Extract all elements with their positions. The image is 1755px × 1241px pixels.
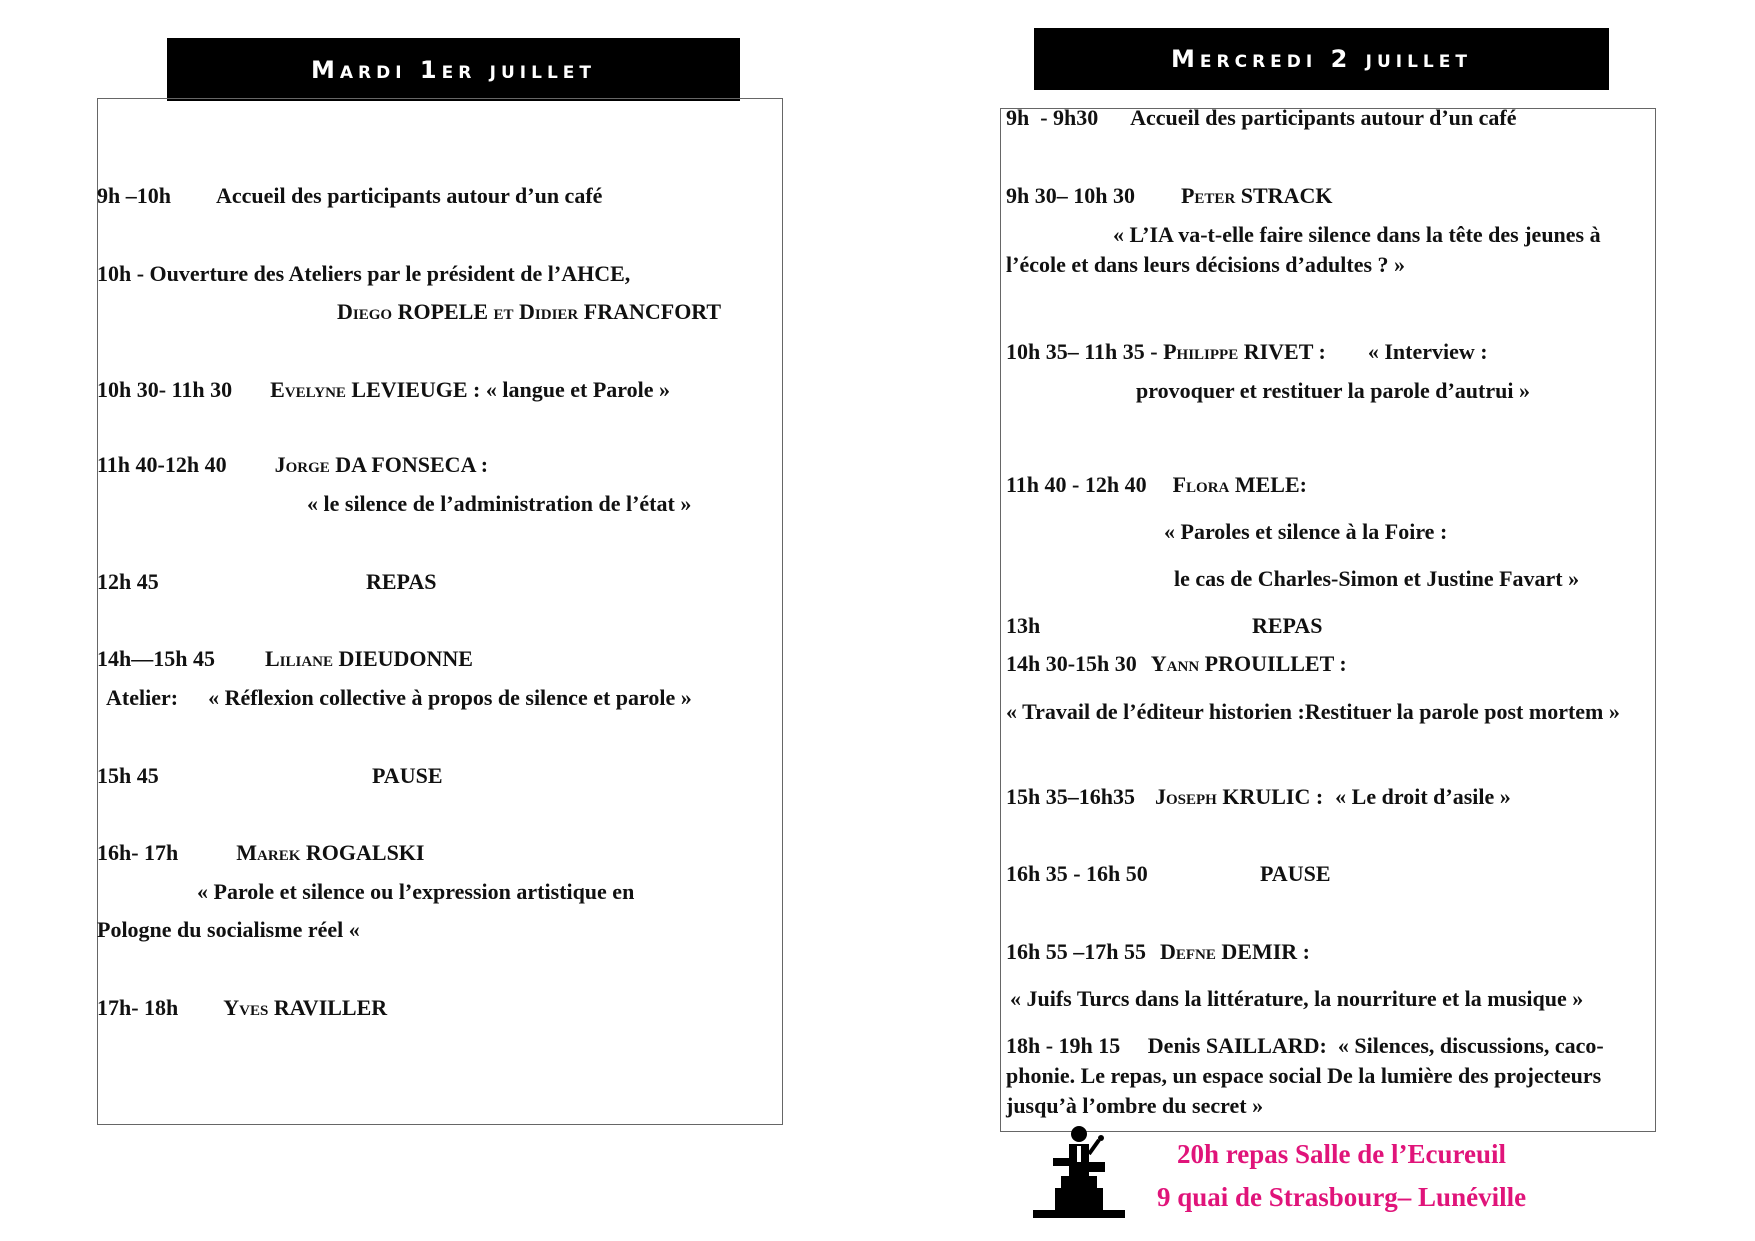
- day2-entry-10-line3: jusqu’à l’ombre du secret »: [1006, 1093, 1264, 1118]
- day1-entry-4: 11h 40-12h 40 Jorge DA FONSECA :: [97, 452, 489, 477]
- day2-entry-2-title1: « L’IA va-t-elle faire silence dans la tête des jeunes à: [1113, 222, 1601, 247]
- day2-entry-2: 9h 30– 10h 30 Peter STRACK: [1006, 183, 1333, 208]
- day1-entry-3: 10h 30- 11h 30 Evelyne LEVIEUGE : « langue et Parole »: [97, 377, 670, 402]
- day2-entry-3: 10h 35– 11h 35 - Philippe RIVET : « Interview :: [1006, 339, 1488, 364]
- day2-entry-4-title1: « Paroles et silence à la Foire :: [1164, 519, 1448, 544]
- day1-entry-6: 14h—15h 45 Liliane DIEUDONNE: [97, 646, 473, 671]
- day1-entry-1: 9h –10h Accueil des participants autour d’un café: [97, 183, 603, 208]
- day2-entry-10-line2: phonie. Le repas, un espace social De la lumière des projecteurs: [1006, 1063, 1602, 1088]
- day2-entry-9-title: « Juifs Turcs dans la littérature, la nourriture et la musique »: [1010, 986, 1584, 1011]
- day2-entry-1: 9h - 9h30 Accueil des participants autour d’un café: [1006, 105, 1517, 130]
- day1-entry-9: 17h- 18h Yves RAVILLER: [97, 995, 388, 1020]
- dinner-line-2: 9 quai de Strasbourg– Lunéville: [1157, 1182, 1527, 1212]
- day1-entry-2: 10h - Ouverture des Ateliers par le président de l’AHCE,: [97, 261, 631, 286]
- day1-program-box: [97, 98, 783, 1125]
- speaker-at-podium-icon: [1033, 1118, 1125, 1218]
- day2-entry-6: 14h 30-15h 30 Yann PROUILLET :: [1006, 651, 1347, 676]
- day1-entry-6-title: Atelier: « Réflexion collective à propos de silence et parole »: [106, 685, 692, 710]
- day2-entry-10-line1: 18h - 19h 15 Denis SAILLARD: « Silences, discussions, caco-: [1006, 1033, 1604, 1058]
- day1-entry-8-title1: « Parole et silence ou l’expression artistique en: [197, 879, 635, 904]
- day2-entry-3-title2: provoquer et restituer la parole d’autrui »: [1136, 378, 1530, 403]
- day1-entry-5: 12h 45: [97, 569, 159, 594]
- day2-entry-5: 13h: [1006, 613, 1041, 638]
- day1-entry-8-title2: Pologne du socialisme réel «: [97, 917, 360, 942]
- day2-entry-4-title2: le cas de Charles-Simon et Justine Favart »: [1174, 566, 1580, 591]
- day2-title: Mercredi 2 juillet: [1034, 28, 1609, 90]
- day1-entry-4-title: « le silence de l’administration de l’état »: [307, 491, 692, 516]
- day1-entry-5-text: REPAS: [366, 569, 437, 594]
- day1-entry-8: 16h- 17h Marek ROGALSKI: [97, 840, 425, 865]
- day2-entry-8-text: PAUSE: [1260, 861, 1331, 886]
- day2-entry-5-text: REPAS: [1252, 613, 1323, 638]
- day2-entry-8: 16h 35 - 16h 50: [1006, 861, 1148, 886]
- day1-title: Mardi 1er juillet: [167, 38, 740, 101]
- day2-entry-9: 16h 55 –17h 55 Defne DEMIR :: [1006, 939, 1310, 964]
- day1-entry-2-names: Diego ROPELE et Didier FRANCFORT: [337, 299, 722, 324]
- day2-entry-7: 15h 35–16h35 Joseph KRULIC : « Le droit d’asile »: [1006, 784, 1511, 809]
- day2-entry-4: 11h 40 - 12h 40 Flora MELE:: [1006, 472, 1307, 497]
- day2-entry-6-title: « Travail de l’éditeur historien :Restituer la parole post mortem »: [1006, 699, 1620, 724]
- day1-entry-7-text: PAUSE: [372, 763, 443, 788]
- day1-entry-7: 15h 45: [97, 763, 159, 788]
- day2-entry-2-title2: l’école et dans leurs décisions d’adultes ? »: [1006, 252, 1406, 277]
- dinner-line-1: 20h repas Salle de l’Ecureuil: [1177, 1139, 1507, 1169]
